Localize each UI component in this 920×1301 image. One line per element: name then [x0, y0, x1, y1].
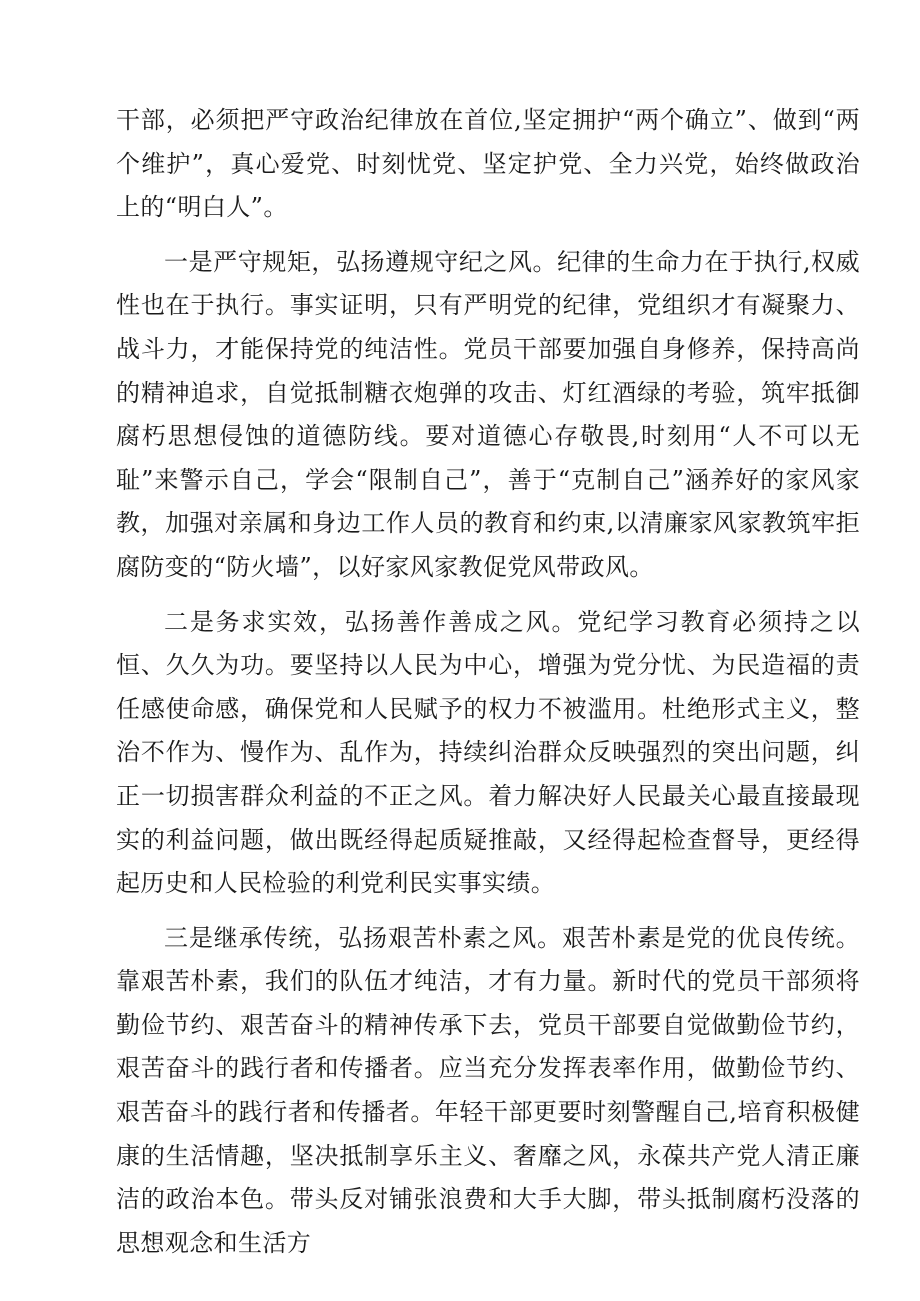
paragraph-discipline: 一是严守规矩，弘扬遵规守纪之风。纪律的生命力在于执行,权威性也在于执行。事实证明，只有严明党的纪律，党组织才有凝聚力、战斗力，才能保持党的纯洁性。党员干部要加强自身修养，保持高尚的精神追求，自觉抵制糖衣炮弹的攻击、灯红酒绿的考验，筑牢抵御腐朽思想侵蚀的道德防线。要对道德心存敬畏,时刻用“人不可以无耻”来警示自己，学会“限制自己”，善于“克制自己”涵养好的家风家教，加强对亲属和身边工作人员的教育和约束,以清廉家风家教筑牢拒腐防变的“防火墙”，以好家风家教促党风带政风。 — [116, 247, 860, 581]
paragraph-effectiveness: 二是务求实效，弘扬善作善成之风。党纪学习教育必须持之以恒、久久为功。要坚持以人民为中心，增强为党分忧、为民造福的责任感使命感，确保党和人民赋予的权力不被滥用。杜绝形式主义，整治不作为、慢作为、乱作为，持续纠治群众反映强烈的突出问题，纠正一切损害群众利益的不正之风。着力解决好人民最关心最直接最现实的利益问题，做出既经得起质疑推敲，又经得起检查督导，更经得起历史和人民检验的利党利民实事实绩。 — [116, 607, 860, 898]
paragraph-tradition: 三是继承传统，弘扬艰苦朴素之风。艰苦朴素是党的优良传统。靠艰苦朴素，我们的队伍才纯洁，才有力量。新时代的党员干部须将勤俭节约、艰苦奋斗的精神传承下去，党员干部要自觉做勤俭节约，艰苦奋斗的践行者和传播者。应当充分发挥表率作用，做勤俭节约、艰苦奋斗的践行者和传播者。年轻干部更要时刻警醒自己,培育积极健康的生活情趣，坚决抵制享乐主义、奢靡之风，永葆共产党人清正廉洁的政治本色。带头反对铺张浪费和大手大脚，带头抵制腐朽没落的思想观念和生活方 — [116, 923, 860, 1257]
body-text — [116, 99, 860, 1276]
paragraph-continued: 干部，必须把严守政治纪律放在首位,坚定拥护“两个确立”、做到“两个维护”，真心爱党、时刻忧党、坚定护党、全力兴党，始终做政治上的“明白人”。 — [116, 106, 860, 222]
